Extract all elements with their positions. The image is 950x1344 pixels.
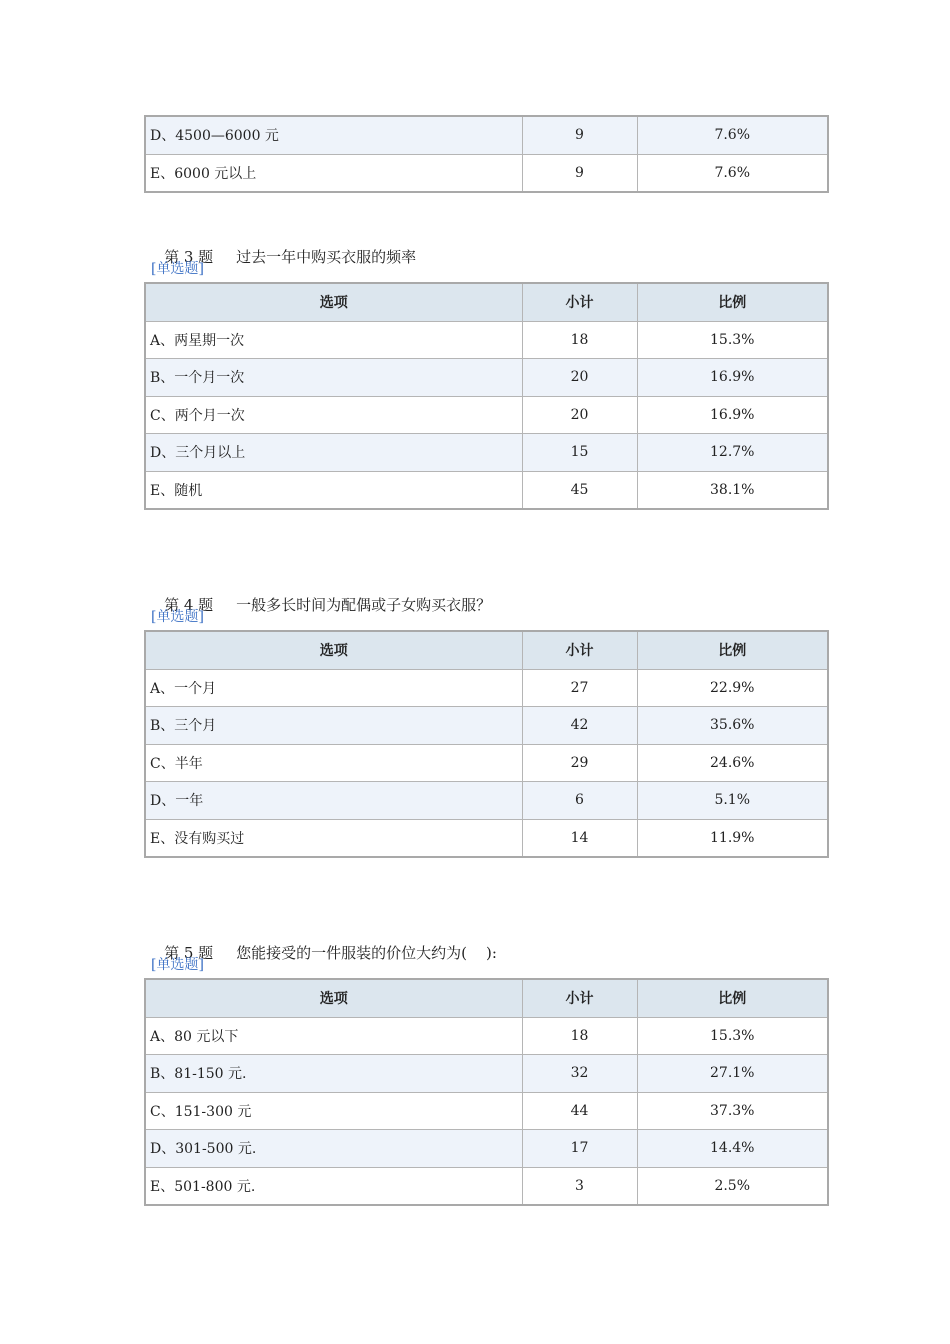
ratio-cell: 11.9%: [637, 819, 828, 857]
table-row: [145, 707, 828, 745]
ratio-cell: 27.1%: [637, 1055, 828, 1093]
q3-number: 第 3 题: [164, 248, 214, 266]
q2-tail-table: [144, 115, 829, 193]
table-header-row: [145, 283, 828, 321]
ratio-cell: 2.5%: [637, 1167, 828, 1205]
option-cell: E、501-800 元.: [145, 1167, 522, 1205]
table-row: [145, 782, 828, 820]
option-cell: B、三个月: [145, 707, 522, 745]
q3-title: 过去一年中购买衣服的频率: [236, 248, 417, 266]
count-cell: 9: [522, 116, 637, 154]
ratio-cell: 38.1%: [637, 471, 828, 509]
table-header-row: [145, 979, 828, 1017]
ratio-cell: 15.3%: [637, 321, 828, 359]
ratio-cell: 15.3%: [637, 1017, 828, 1055]
ratio-cell: 16.9%: [637, 396, 828, 434]
count-cell: 6: [522, 782, 637, 820]
count-cell: 3: [522, 1167, 637, 1205]
option-cell: C、两个月一次: [145, 396, 522, 434]
option-cell: A、两星期一次: [145, 321, 522, 359]
count-cell: 42: [522, 707, 637, 745]
option-cell: C、半年: [145, 744, 522, 782]
count-cell: 29: [522, 744, 637, 782]
option-cell: D、301-500 元.: [145, 1130, 522, 1168]
header-ratio: 比例: [637, 283, 828, 321]
q5-type-label: [单选题]: [151, 957, 204, 973]
table-row: [145, 1130, 828, 1168]
header-option: 选项: [145, 283, 522, 321]
ratio-cell: 37.3%: [637, 1092, 828, 1130]
option-cell: A、80 元以下: [145, 1017, 522, 1055]
table-row: [145, 744, 828, 782]
q3-results-table: [144, 282, 829, 510]
count-cell: 20: [522, 396, 637, 434]
table-row: [145, 321, 828, 359]
table-row: [145, 154, 828, 192]
count-cell: 20: [522, 359, 637, 397]
option-cell: D、4500—6000 元: [145, 116, 522, 154]
ratio-cell: 7.6%: [637, 116, 828, 154]
q4-title: 一般多长时间为配偶或子女购买衣服？: [236, 596, 492, 614]
ratio-cell: 24.6%: [637, 744, 828, 782]
option-cell: D、一年: [145, 782, 522, 820]
table-row: [145, 1017, 828, 1055]
table-row: [145, 396, 828, 434]
count-cell: 32: [522, 1055, 637, 1093]
option-cell: B、一个月一次: [145, 359, 522, 397]
header-count: 小计: [522, 283, 637, 321]
table-row: [145, 1092, 828, 1130]
option-cell: C、151-300 元: [145, 1092, 522, 1130]
q5-title: 您能接受的一件服装的价位大约为( ):: [236, 944, 497, 962]
option-cell: E、随机: [145, 471, 522, 509]
option-cell: E、没有购买过: [145, 819, 522, 857]
count-cell: 14: [522, 819, 637, 857]
q5-results-table: [144, 978, 829, 1206]
count-cell: 18: [522, 1017, 637, 1055]
q4-results-table: [144, 630, 829, 858]
option-cell: A、一个月: [145, 669, 522, 707]
count-cell: 15: [522, 434, 637, 472]
option-cell: D、三个月以上: [145, 434, 522, 472]
q3-type-label: [单选题]: [151, 261, 204, 277]
q4-number: 第 4 题: [164, 596, 214, 614]
count-cell: 18: [522, 321, 637, 359]
q4-type-label: [单选题]: [151, 609, 204, 625]
ratio-cell: 5.1%: [637, 782, 828, 820]
q5-number: 第 5 题: [164, 944, 214, 962]
ratio-cell: 16.9%: [637, 359, 828, 397]
ratio-cell: 7.6%: [637, 154, 828, 192]
table-row: [145, 669, 828, 707]
ratio-cell: 14.4%: [637, 1130, 828, 1168]
count-cell: 9: [522, 154, 637, 192]
table-header-row: [145, 631, 828, 669]
count-cell: 27: [522, 669, 637, 707]
count-cell: 44: [522, 1092, 637, 1130]
table-row: [145, 1055, 828, 1093]
count-cell: 45: [522, 471, 637, 509]
header-option: 选项: [145, 631, 522, 669]
option-cell: B、81-150 元.: [145, 1055, 522, 1093]
ratio-cell: 35.6%: [637, 707, 828, 745]
table-row: [145, 1167, 828, 1205]
table-row: [145, 471, 828, 509]
table-row: [145, 359, 828, 397]
header-ratio: 比例: [637, 979, 828, 1017]
ratio-cell: 22.9%: [637, 669, 828, 707]
count-cell: 17: [522, 1130, 637, 1168]
table-row: [145, 434, 828, 472]
option-cell: E、6000 元以上: [145, 154, 522, 192]
table-row: [145, 116, 828, 154]
header-option: 选项: [145, 979, 522, 1017]
header-count: 小计: [522, 631, 637, 669]
header-ratio: 比例: [637, 631, 828, 669]
ratio-cell: 12.7%: [637, 434, 828, 472]
header-count: 小计: [522, 979, 637, 1017]
table-row: [145, 819, 828, 857]
